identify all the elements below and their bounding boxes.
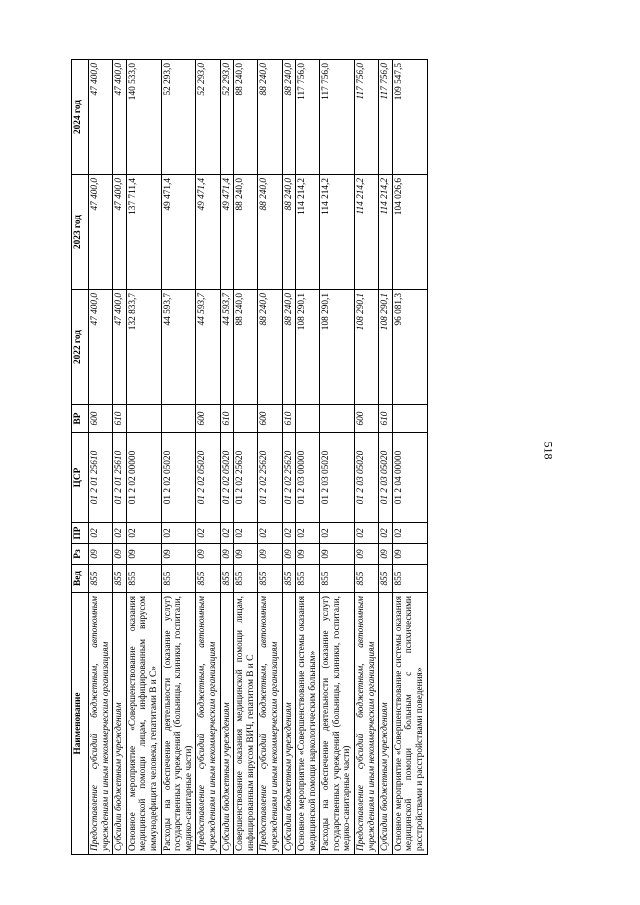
cell-2023: 88 240,0 — [234, 175, 258, 290]
page-number: 518 — [541, 441, 556, 460]
cell-pr: 02 — [161, 523, 196, 544]
cell-2023: 114 214,2 — [320, 175, 355, 290]
cell-rz: 09 — [234, 544, 258, 565]
table-row — [126, 60, 161, 855]
cell-2022: 132 833,7 — [126, 290, 161, 405]
cell-2023: 88 240,0 — [258, 175, 282, 290]
cell-rz: 09 — [89, 544, 113, 565]
cell-csr: 01 2 02 05020 — [161, 433, 196, 523]
cell-ved: 855 — [196, 565, 220, 593]
cell-ved: 855 — [113, 565, 127, 593]
header-csr: ЦСР — [72, 433, 89, 523]
cell-pr: 02 — [296, 523, 320, 544]
table-row — [296, 60, 320, 855]
cell-2022: 47 400,0 — [113, 290, 127, 405]
cell-ved: 855 — [296, 565, 320, 593]
cell-name: Субсидии бюджетным учреждениям — [113, 593, 127, 855]
cell-pr: 02 — [113, 523, 127, 544]
cell-2024: 117 756,0 — [320, 60, 355, 175]
cell-ved: 855 — [161, 565, 196, 593]
cell-ved: 855 — [282, 565, 296, 593]
table-row — [355, 60, 379, 855]
cell-rz: 09 — [258, 544, 282, 565]
table-header-row — [72, 60, 89, 855]
cell-pr: 02 — [355, 523, 379, 544]
cell-csr: 01 2 04 00000 — [392, 433, 427, 523]
cell-csr: 01 2 01 25610 — [89, 433, 113, 523]
cell-name: Предоставление субсидий бюджетным, автономным учреждениям и иным некоммерческим организациям — [196, 593, 220, 855]
cell-2023: 49 471,4 — [220, 175, 234, 290]
table-row — [161, 60, 196, 855]
cell-vr: 600 — [196, 405, 220, 433]
cell-ved: 855 — [392, 565, 427, 593]
cell-ved: 855 — [220, 565, 234, 593]
cell-pr: 02 — [320, 523, 355, 544]
table-row — [234, 60, 258, 855]
cell-2022: 108 290,1 — [355, 290, 379, 405]
cell-2022: 108 290,1 — [296, 290, 320, 405]
header-vr: ВР — [72, 405, 89, 433]
cell-pr: 02 — [234, 523, 258, 544]
cell-csr: 01 2 02 25620 — [234, 433, 258, 523]
cell-2022: 47 400,0 — [89, 290, 113, 405]
cell-vr: 600 — [258, 405, 282, 433]
cell-2023: 104 026,6 — [392, 175, 427, 290]
cell-ved: 855 — [234, 565, 258, 593]
table-row — [379, 60, 393, 855]
cell-vr — [320, 405, 355, 433]
cell-vr: 610 — [220, 405, 234, 433]
cell-vr — [392, 405, 427, 433]
cell-vr: 600 — [89, 405, 113, 433]
cell-2024: 117 756,0 — [379, 60, 393, 175]
header-2024: 2024 год — [72, 60, 89, 175]
cell-2024: 88 240,0 — [234, 60, 258, 175]
cell-2022: 88 240,0 — [234, 290, 258, 405]
cell-name: Расходы на обеспечение деятельности (оказание услуг) государственных учреждений (больницы, клиники, госпитали, медико-санитарные части) — [161, 593, 196, 855]
header-pr: ПР — [72, 523, 89, 544]
table-row — [196, 60, 220, 855]
cell-pr: 02 — [258, 523, 282, 544]
cell-2024: 47 400,0 — [113, 60, 127, 175]
cell-csr: 01 2 01 25610 — [113, 433, 127, 523]
cell-2022: 108 290,1 — [320, 290, 355, 405]
cell-2023: 88 240,0 — [282, 175, 296, 290]
cell-csr: 01 2 02 05020 — [196, 433, 220, 523]
cell-rz: 09 — [320, 544, 355, 565]
cell-vr — [234, 405, 258, 433]
cell-name: Основное мероприятие «Совершенствование системы оказания медицинской помощи наркологическим больным» — [296, 593, 320, 855]
cell-2024: 117 756,0 — [296, 60, 320, 175]
cell-rz: 09 — [220, 544, 234, 565]
cell-rz: 09 — [296, 544, 320, 565]
cell-2024: 109 547,5 — [392, 60, 427, 175]
cell-name: Субсидии бюджетным учреждениям — [282, 593, 296, 855]
cell-name: Субсидии бюджетным учреждениям — [379, 593, 393, 855]
cell-2022: 96 081,3 — [392, 290, 427, 405]
cell-2024: 52 293,0 — [161, 60, 196, 175]
cell-ved: 855 — [320, 565, 355, 593]
cell-2024: 140 533,0 — [126, 60, 161, 175]
cell-vr — [126, 405, 161, 433]
cell-pr: 02 — [282, 523, 296, 544]
cell-2024: 88 240,0 — [258, 60, 282, 175]
cell-pr: 02 — [379, 523, 393, 544]
cell-vr: 600 — [355, 405, 379, 433]
cell-name: Предоставление субсидий бюджетным, автономным учреждениям и иным некоммерческим организациям — [355, 593, 379, 855]
cell-rz: 09 — [161, 544, 196, 565]
cell-csr: 01 2 03 05020 — [355, 433, 379, 523]
table-row — [258, 60, 282, 855]
cell-2023: 137 711,4 — [126, 175, 161, 290]
cell-pr: 02 — [126, 523, 161, 544]
cell-rz: 09 — [379, 544, 393, 565]
table-row — [282, 60, 296, 855]
table-row — [320, 60, 355, 855]
cell-name: Субсидии бюджетным учреждениям — [220, 593, 234, 855]
header-ved: Вед — [72, 565, 89, 593]
rotated-budget-table-container — [71, 60, 516, 855]
cell-2022: 88 240,0 — [282, 290, 296, 405]
cell-pr: 02 — [196, 523, 220, 544]
cell-csr: 01 2 03 05020 — [379, 433, 393, 523]
cell-pr: 02 — [89, 523, 113, 544]
cell-csr: 01 2 02 25620 — [258, 433, 282, 523]
cell-2023: 47 400,0 — [113, 175, 127, 290]
cell-csr: 01 2 02 05020 — [220, 433, 234, 523]
header-2023: 2023 год — [72, 175, 89, 290]
cell-name: Предоставление субсидий бюджетным, автономным учреждениям и иным некоммерческим организациям — [89, 593, 113, 855]
table-row — [220, 60, 234, 855]
cell-2024: 117 756,0 — [355, 60, 379, 175]
cell-2023: 114 214,2 — [296, 175, 320, 290]
table-row — [113, 60, 127, 855]
cell-vr — [296, 405, 320, 433]
cell-vr: 610 — [379, 405, 393, 433]
cell-2022: 88 240,0 — [258, 290, 282, 405]
cell-csr: 01 2 03 00000 — [296, 433, 320, 523]
cell-rz: 09 — [113, 544, 127, 565]
cell-2023: 49 471,4 — [196, 175, 220, 290]
cell-rz: 09 — [126, 544, 161, 565]
header-2022: 2022 год — [72, 290, 89, 405]
cell-vr: 610 — [113, 405, 127, 433]
cell-2024: 52 293,0 — [196, 60, 220, 175]
header-rz: Рз — [72, 544, 89, 565]
cell-2022: 44 593,7 — [161, 290, 196, 405]
table-row — [89, 60, 113, 855]
cell-name: Основное мероприятие «Совершенствование оказания медицинской помощи лицам, инфицированным вирусом иммунодефицита человека, гепатитами В и С» — [126, 593, 161, 855]
cell-2022: 108 290,1 — [379, 290, 393, 405]
cell-ved: 855 — [258, 565, 282, 593]
header-name: Наименование — [72, 593, 89, 855]
cell-2023: 114 214,2 — [355, 175, 379, 290]
cell-ved: 855 — [89, 565, 113, 593]
table-row — [392, 60, 427, 855]
cell-2024: 47 400,0 — [89, 60, 113, 175]
cell-2024: 52 293,0 — [220, 60, 234, 175]
cell-2024: 88 240,0 — [282, 60, 296, 175]
cell-csr: 01 2 03 05020 — [320, 433, 355, 523]
cell-2022: 44 593,7 — [220, 290, 234, 405]
cell-ved: 855 — [355, 565, 379, 593]
cell-rz: 09 — [196, 544, 220, 565]
cell-csr: 01 2 02 00000 — [126, 433, 161, 523]
cell-rz: 09 — [355, 544, 379, 565]
cell-2023: 49 471,4 — [161, 175, 196, 290]
cell-rz: 09 — [282, 544, 296, 565]
cell-vr: 610 — [282, 405, 296, 433]
cell-vr — [161, 405, 196, 433]
cell-name: Основное мероприятие «Совершенствование системы оказания медицинской помощи больным с психическими расстройствами и расстройствами поведения» — [392, 593, 427, 855]
cell-ved: 855 — [126, 565, 161, 593]
cell-2023: 114 214,2 — [379, 175, 393, 290]
cell-ved: 855 — [379, 565, 393, 593]
cell-2022: 44 593,7 — [196, 290, 220, 405]
cell-pr: 02 — [220, 523, 234, 544]
cell-csr: 01 2 02 25620 — [282, 433, 296, 523]
cell-name: Расходы на обеспечение деятельности (оказание услуг) государственных учреждений (больницы, клиники, госпитали, медико-санитарные части) — [320, 593, 355, 855]
cell-pr: 02 — [392, 523, 427, 544]
cell-rz: 09 — [392, 544, 427, 565]
cell-name: Совершенствование оказания медицинской помощи лицам, инфицированным вирусом ВИЧ, гепатитом В и С — [234, 593, 258, 855]
cell-name: Предоставление субсидий бюджетным, автономным учреждениям и иным некоммерческим организациям — [258, 593, 282, 855]
budget-table — [71, 59, 428, 855]
cell-2023: 47 400,0 — [89, 175, 113, 290]
